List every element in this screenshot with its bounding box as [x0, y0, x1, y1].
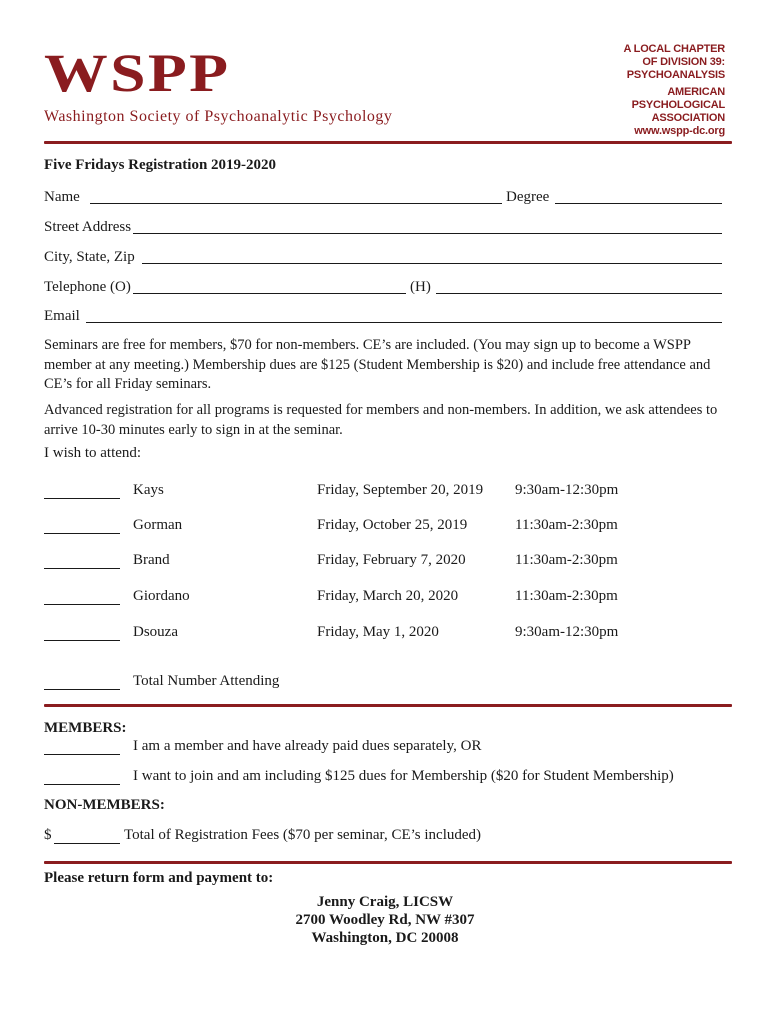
return-city: Washington, DC 20008: [311, 930, 459, 946]
degree-label: Degree: [506, 189, 550, 205]
street-label: Street Address: [44, 219, 132, 235]
member-paid-option: I am a member and have already paid dues separately, OR: [133, 738, 482, 754]
seminar-time: 9:30am-12:30pm: [515, 482, 619, 498]
association-note: AMERICAN PSYCHOLOGICAL ASSOCIATION www.wspp-dc.org: [631, 86, 725, 137]
seminar-time: 9:30am-12:30pm: [515, 624, 619, 640]
registration-fees-label: Total of Registration Fees ($70 per seminar, CE’s included): [124, 827, 482, 843]
seminar-giordano-blank[interactable]: [44, 588, 120, 605]
seminar-time: 11:30am-2:30pm: [515, 588, 618, 604]
registration-paragraph: Advanced registration for all programs is requested for members and non-members. In addition, we ask attendees to arrive 10-30 minutes early to sign in at the seminar.: [44, 402, 718, 438]
attend-prompt: I wish to attend:: [44, 445, 142, 461]
seminar-presenter: Gorman: [133, 517, 183, 533]
seminar-presenter: Giordano: [133, 588, 190, 604]
chapter-note: A LOCAL CHAPTER OF DIVISION 39: PSYCHOANALYSIS: [623, 43, 725, 81]
telephone-home-field[interactable]: [436, 279, 722, 294]
seminar-date: Friday, October 25, 2019: [317, 517, 468, 533]
seminar-kays-blank[interactable]: [44, 482, 120, 499]
return-heading: Please return form and payment to:: [44, 870, 274, 886]
total-attending-label: Total Number Attending: [133, 673, 280, 689]
members-heading: MEMBERS:: [44, 720, 127, 736]
seminar-presenter: Dsouza: [133, 624, 178, 640]
member-paid-blank[interactable]: [44, 738, 120, 755]
seminar-time: 11:30am-2:30pm: [515, 552, 618, 568]
seminar-dsouza-blank[interactable]: [44, 624, 120, 641]
email-label: Email: [44, 308, 80, 324]
city-label: City, State, Zip: [44, 249, 135, 265]
seminar-presenter: Kays: [133, 482, 164, 498]
member-join-option: I want to join and am including $125 dues for Membership ($20 for Student Membership): [133, 768, 674, 784]
street-field[interactable]: [133, 219, 722, 234]
seminar-date: Friday, March 20, 2020: [317, 588, 459, 604]
return-name: Jenny Craig, LICSW: [316, 894, 454, 910]
name-label: Name: [44, 189, 80, 205]
nonmembers-heading: NON-MEMBERS:: [44, 797, 165, 813]
organization-name: Washington Society of Psychoanalytic Psychology: [44, 108, 393, 125]
seminar-date: Friday, May 1, 2020: [317, 624, 439, 640]
name-field[interactable]: [90, 189, 502, 204]
degree-field[interactable]: [555, 189, 722, 204]
seminar-date: Friday, February 7, 2020: [317, 552, 466, 568]
pricing-paragraph: Seminars are free for members, $70 for non-members. CE’s are included. (You may sign up to become a WSPP member at any meeting.) Membership dues are $125 (Student Membership is $20) and include free attendance and CE’s for all Friday seminars.: [44, 337, 711, 392]
return-street: 2700 Woodley Rd, NW #307: [295, 912, 475, 928]
form-title: Five Fridays Registration 2019-2020: [44, 157, 277, 173]
header-divider: [44, 141, 732, 144]
registration-fees-field[interactable]: [54, 827, 120, 844]
email-field[interactable]: [86, 308, 722, 323]
telephone-home-label: (H): [410, 279, 431, 295]
seminar-date: Friday, September 20, 2019: [317, 482, 484, 498]
footer-divider: [44, 861, 732, 864]
currency-symbol: $: [44, 827, 52, 843]
total-attending-blank[interactable]: [44, 673, 120, 690]
seminar-brand-blank[interactable]: [44, 552, 120, 569]
seminar-time: 11:30am-2:30pm: [515, 517, 618, 533]
member-join-blank[interactable]: [44, 768, 120, 785]
city-field[interactable]: [142, 249, 722, 264]
wspp-logo: WSPP: [44, 43, 231, 103]
telephone-office-label: Telephone (O): [44, 279, 131, 295]
seminar-gorman-blank[interactable]: [44, 517, 120, 534]
seminar-presenter: Brand: [133, 552, 170, 568]
telephone-office-field[interactable]: [133, 279, 406, 294]
section-divider: [44, 704, 732, 707]
